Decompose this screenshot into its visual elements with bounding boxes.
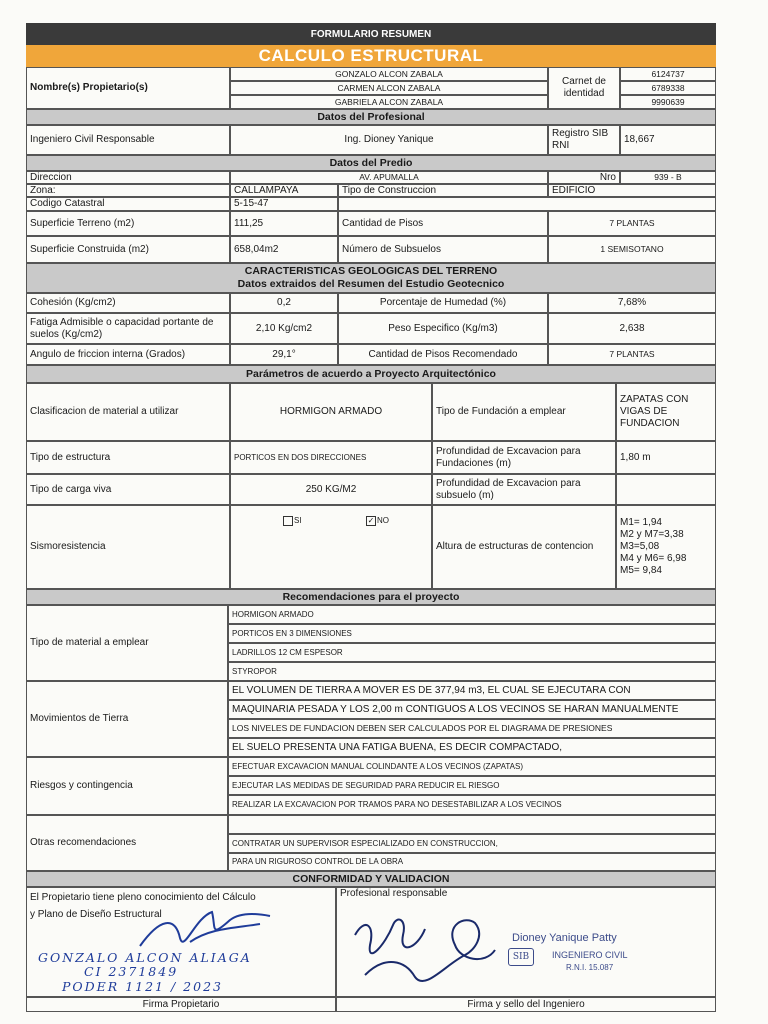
angulo-label: Angulo de friccion interna (Grados) <box>26 344 230 365</box>
fundacion-value: ZAPATAS CON VIGAS DE FUNDACION <box>616 383 716 441</box>
tipo-construccion-value: EDIFICIO <box>548 184 716 197</box>
rec-material-item: STYROPOR <box>228 662 716 681</box>
fundacion-label: Tipo de Fundación a emplear <box>432 383 616 441</box>
main-title: CALCULO ESTRUCTURAL <box>258 46 484 65</box>
no-option[interactable] <box>366 516 389 526</box>
subsuelos-value: 1 SEMISOTANO <box>548 236 716 263</box>
peso-value: 2,638 <box>548 313 716 344</box>
stamp-sib-logo: SIB <box>508 948 534 966</box>
cohesion-label: Cohesión (Kg/cm2) <box>26 293 230 313</box>
riesgos-item: EJECUTAR LAS MEDIDAS DE SEGURIDAD PARA REDUCIR EL RIESGO <box>228 776 716 795</box>
owner-signature <box>120 898 280 958</box>
engineer-name: Ing. Dioney Yanique <box>230 125 548 155</box>
pisos-value: 7 PLANTAS <box>548 211 716 236</box>
prof-responsable-label: Profesional responsable <box>340 888 448 899</box>
owner-id-1: 6124737 <box>620 67 716 81</box>
section-profesional: Datos del Profesional <box>26 109 716 125</box>
sup-construida-value: 658,04m2 <box>230 236 338 263</box>
mov-tierra-item: MAQUINARIA PESADA Y LOS 2,00 m CONTIGUOS A LOS VECINOS SE HARAN MANUALMENTE <box>228 700 716 719</box>
owner-handwritten-poder: PODER 1121 / 2023 <box>62 979 223 994</box>
geologicas-title: CARACTERISTICAS GEOLOGICAS DEL TERRENO <box>244 265 498 278</box>
codigo-empty <box>338 197 716 211</box>
fatiga-value: 2,10 Kg/cm2 <box>230 313 338 344</box>
carga-label: Tipo de carga viva <box>26 474 230 505</box>
si-option[interactable] <box>283 516 302 526</box>
section-parametros: Parámetros de acuerdo a Proyecto Arquitectónico <box>26 365 716 383</box>
owner-name-1: GONZALO ALCON ZABALA <box>230 67 548 81</box>
nro-value: 939 - B <box>620 171 716 184</box>
otras-item: CONTRATAR UN SUPERVISOR ESPECIALIZADO EN CONSTRUCCION, <box>228 834 716 853</box>
altura-m2-m7: M2 y M7=3,38 <box>620 529 684 540</box>
main-title-bar <box>26 45 716 67</box>
material-label: Clasificacion de material a utilizar <box>26 383 230 441</box>
altura-m4-m6: M4 y M6= 6,98 <box>620 553 687 564</box>
altura-values <box>616 505 716 589</box>
nro-label: Nro <box>548 171 620 184</box>
mov-tierra-item: EL VOLUMEN DE TIERRA A MOVER ES DE 377,94 m3, EL CUAL SE EJECUTARA CON <box>228 681 716 700</box>
riesgos-label: Riesgos y contingencia <box>26 757 228 815</box>
fatiga-label: Fatiga Admisible o capacidad portante de suelos (Kg/cm2) <box>26 313 230 344</box>
altura-m5: M5= 9,84 <box>620 565 662 576</box>
owner-conformity-line-1: El Propietario tiene pleno conocimiento del Cálculo <box>30 892 256 903</box>
rec-material-label: Tipo de material a emplear <box>26 605 228 681</box>
form-title-bar <box>26 23 716 45</box>
prof-fund-value: 1,80 m <box>616 441 716 474</box>
rec-material-item: HORMIGON ARMADO <box>228 605 716 624</box>
si-label: SI <box>294 516 302 526</box>
firma-ingeniero-label: Firma y sello del Ingeniero <box>336 997 716 1012</box>
angulo-value: 29,1° <box>230 344 338 365</box>
sismo-label: Sismoresistencia <box>26 505 230 589</box>
otras-label: Otras recomendaciones <box>26 815 228 871</box>
section-recomendaciones: Recomendaciones para el proyecto <box>26 589 716 605</box>
otras-item <box>228 815 716 834</box>
sup-terreno-label: Superficie Terreno (m2) <box>26 211 230 236</box>
section-conformidad: CONFORMIDAD Y VALIDACION <box>26 871 716 887</box>
otras-item: PARA UN RIGUROSO CONTROL DE LA OBRA <box>228 853 716 871</box>
mov-tierra-item: EL SUELO PRESENTA UNA FATIGA BUENA, ES DECIR COMPACTADO, <box>228 738 716 757</box>
engineer-signature <box>345 905 505 993</box>
owner-id-3: 9990639 <box>620 95 716 109</box>
zona-label: Zona: <box>26 184 230 197</box>
codigo-value: 5-15-47 <box>230 197 338 211</box>
direccion-label: Direccion <box>26 171 230 184</box>
stamp-title: INGENIERO CIVIL <box>552 950 628 960</box>
no-label: NO <box>377 516 389 526</box>
owner-id-2: 6789338 <box>620 81 716 95</box>
owner-name-2: CARMEN ALCON ZABALA <box>230 81 548 95</box>
subsuelos-label: Número de Subsuelos <box>338 236 548 263</box>
altura-m3: M3=5,08 <box>620 541 660 552</box>
pisos-rec-label: Cantidad de Pisos Recomendado <box>338 344 548 365</box>
stamp-rni: R.N.I. 15.087 <box>566 963 614 972</box>
rec-material-item: PORTICOS EN 3 DIMENSIONES <box>228 624 716 643</box>
humedad-value: 7,68% <box>548 293 716 313</box>
altura-m1: M1= 1,94 <box>620 517 662 528</box>
estructura-label: Tipo de estructura <box>26 441 230 474</box>
sup-construida-label: Superficie Construida (m2) <box>26 236 230 263</box>
si-checkbox[interactable] <box>283 516 293 526</box>
firma-propietario-label: Firma Propietario <box>26 997 336 1012</box>
tipo-construccion-label: Tipo de Construccion <box>338 184 548 197</box>
sup-terreno-value: 111,25 <box>230 211 338 236</box>
no-checkbox[interactable]: ✓ <box>367 516 375 525</box>
material-value: HORMIGON ARMADO <box>230 383 432 441</box>
section-predio: Datos del Predio <box>26 155 716 171</box>
owner-name-3: GABRIELA ALCON ZABALA <box>230 95 548 109</box>
id-label: Carnet de identidad <box>548 67 620 109</box>
zona-value: CALLAMPAYA <box>230 184 338 197</box>
rec-material-item: LADRILLOS 12 CM ESPESOR <box>228 643 716 662</box>
geologicas-subtitle: Datos extraidos del Resumen del Estudio Geotecnico <box>237 278 505 290</box>
form-title: FORMULARIO RESUMEN <box>310 28 432 40</box>
mov-tierra-item: LOS NIVELES DE FUNDACION DEBEN SER CALCULADOS POR EL DIAGRAMA DE PRESIONES <box>228 719 716 738</box>
pisos-label: Cantidad de Pisos <box>338 211 548 236</box>
riesgos-item: REALIZAR LA EXCAVACION POR TRAMOS PARA NO DESESTABILIZAR A LOS VECINOS <box>228 795 716 815</box>
registro-value: 18,667 <box>620 125 716 155</box>
section-geologicas <box>26 263 716 293</box>
pisos-rec-value: 7 PLANTAS <box>548 344 716 365</box>
sismo-options <box>230 505 432 589</box>
owners-label: Nombre(s) Propietario(s) <box>26 67 230 109</box>
carga-value: 250 KG/M2 <box>230 474 432 505</box>
riesgos-item: EFECTUAR EXCAVACION MANUAL COLINDANTE A LOS VECINOS (ZAPATAS) <box>228 757 716 776</box>
codigo-label: Codigo Catastral <box>26 197 230 211</box>
registro-label: Registro SIB RNI <box>548 125 620 155</box>
mov-tierra-label: Movimientos de Tierra <box>26 681 228 757</box>
humedad-label: Porcentaje de Humedad (%) <box>338 293 548 313</box>
prof-sub-label: Profundidad de Excavacion para subsuelo (m) <box>432 474 616 505</box>
cohesion-value: 0,2 <box>230 293 338 313</box>
peso-label: Peso Especifico (Kg/m3) <box>338 313 548 344</box>
prof-sub-value <box>616 474 716 505</box>
owner-conformity-line-2: y Plano de Diseño Estructural <box>30 909 162 920</box>
owner-handwritten-name: GONZALO ALCON ALIAGA <box>38 950 252 965</box>
altura-label: Altura de estructuras de contencion <box>432 505 616 589</box>
estructura-value: PORTICOS EN DOS DIRECCIONES <box>230 441 432 474</box>
engineer-label: Ingeniero Civil Responsable <box>26 125 230 155</box>
owner-handwritten-ci: CI 2371849 <box>84 964 179 979</box>
direccion-value: AV. APUMALLA <box>230 171 548 184</box>
stamp-name: Dioney Yanique Patty <box>512 932 617 944</box>
engineer-stamp <box>500 930 700 980</box>
prof-fund-label: Profundidad de Excavacion para Fundaciones (m) <box>432 441 616 474</box>
